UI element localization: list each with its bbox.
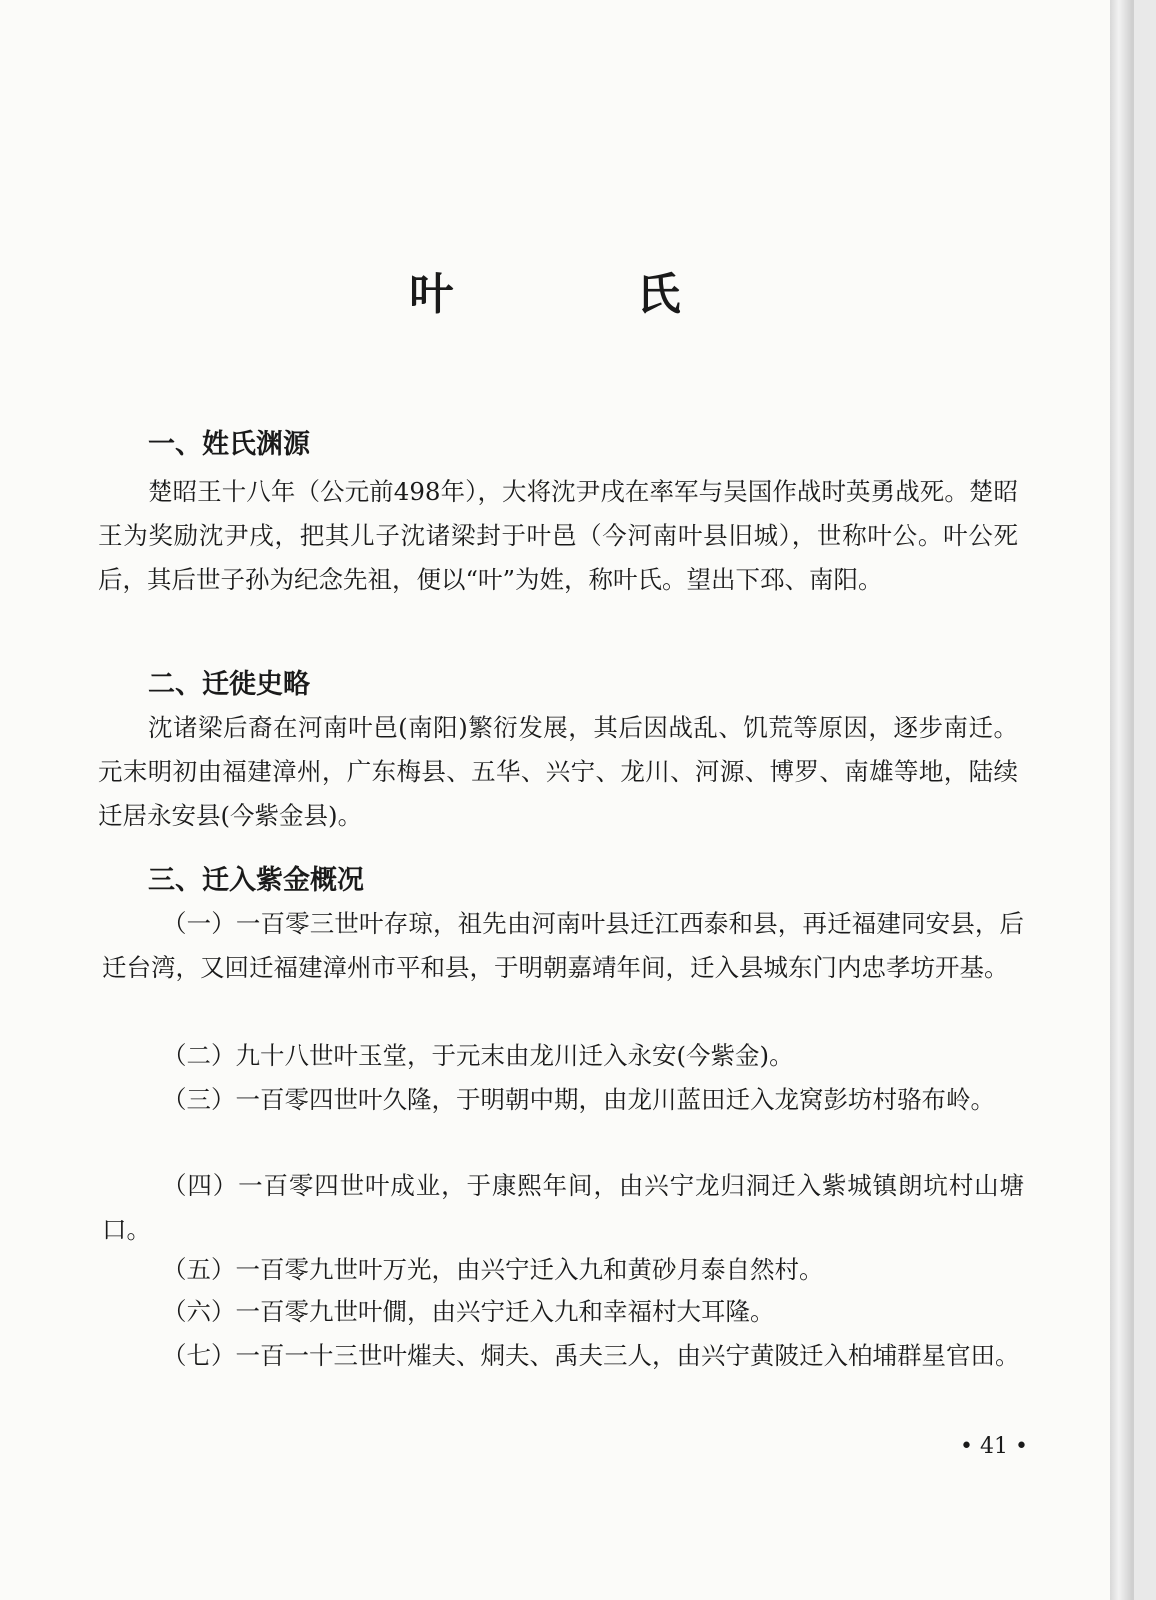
list-item: （五）一百零九世叶万光，由兴宁迁入九和黄砂月泰自然村。: [162, 1255, 824, 1284]
page-number: • 41 •: [960, 1434, 1028, 1459]
section-heading-origin: 一、姓氏渊源: [148, 429, 310, 460]
section-paragraph-migration: 沈诸梁后裔在河南叶邑(南阳)繁衍发展，其后因战乱、饥荒等原因，逐步南迁。元末明初由福建漳州，广东梅县、五华、兴宁、龙川、河源、博罗、南雄等地，陆续迁居永安县(今紫金县)。: [98, 713, 1018, 830]
list-item: （二）九十八世叶玉堂，于元末由龙川迁入永安(今紫金)。: [162, 1041, 794, 1070]
list-item: （七）一百一十三世叶熣夫、烔夫、禹夫三人，由兴宁黄陂迁入柏埔群星官田。: [162, 1341, 1020, 1370]
section-paragraph-origin: 楚昭王十八年（公元前498年），大将沈尹戌在率军与吴国作战时英勇战死。楚昭王为奖励沈尹戌，把其儿子沈诸梁封于叶邑（今河南叶县旧城），世称叶公。叶公死后，其后世子孙为纪念先祖，便以“叶”为姓，称叶氏。望出下邳、南阳。: [98, 477, 1018, 594]
list-item: （四）一百零四世叶成业，于康熙年间，由兴宁龙归洞迁入紫城镇朗坑村山塘口。: [102, 1171, 1024, 1244]
page-title: 叶 氏: [409, 269, 765, 320]
list-item: （三）一百零四世叶久隆，于明朝中期，由龙川蓝田迁入龙窝彭坊村骆布岭。: [162, 1085, 995, 1114]
list-item: （一）一百零三世叶存琼，祖先由河南叶县迁江西泰和县，再迁福建同安县，后迁台湾，又回迁福建漳州市平和县，于明朝嘉靖年间，迁入县城东门内忠孝坊开基。: [102, 909, 1024, 982]
section-heading-settlement: 三、迁入紫金概况: [148, 865, 364, 896]
list-item: （六）一百零九世叶僩，由兴宁迁入九和幸福村大耳隆。: [162, 1297, 775, 1326]
section-heading-migration: 二、迁徙史略: [148, 669, 310, 700]
page-edge: [1110, 0, 1132, 1600]
